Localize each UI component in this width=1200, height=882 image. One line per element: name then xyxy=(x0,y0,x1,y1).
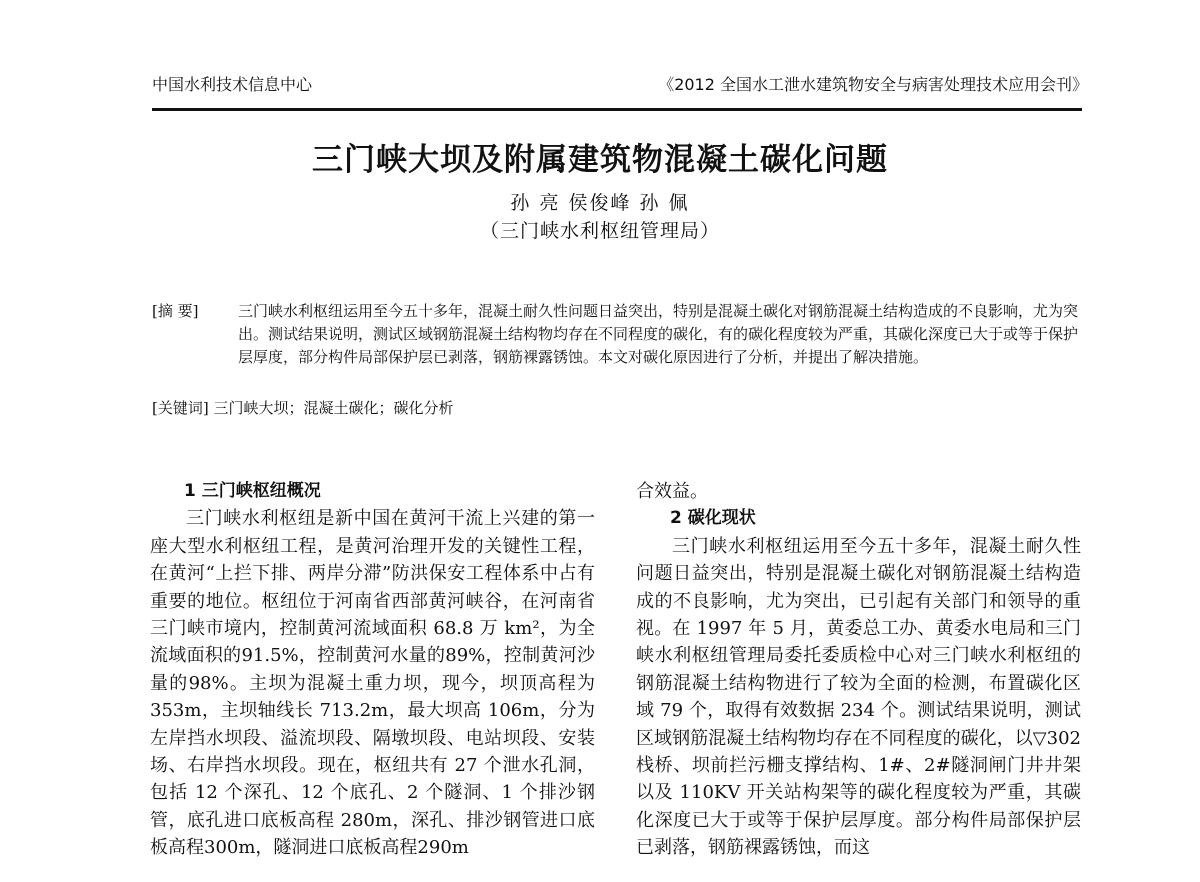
section-2-paragraph: 三门峡水利枢纽运用至今五十多年，混凝土耐久性问题日益突出，特别是混凝土碳化对钢筋混凝土结构造成的不良影响，尤为突出，已引起有关部门和领导的重视。在 1997 年 5 月，黄委总工办、黄委水电局和三门峡水利枢纽管理局委托委质检中心对三门峡水利枢纽的钢筋混凝土结构物进行了较为全面的检测，布置碳化区域 79 个，取得有效数据 234 个。测试结果说明，测试区域钢筋混凝土结构物均存在不同程度的碳化，以▽302 栈桥、坝前拦污栅支撑结构、1#、2#隧洞闸门井井架以及 110KV 开关站构架等的碳化程度较为严重，其碳化深度已大于或等于保护层厚度。部分构件局部保护层已剥落，钢筋裸露锈蚀，而这 xyxy=(636,535,1081,859)
left-column xyxy=(150,478,595,862)
header-left: 中国水利技术信息中心 xyxy=(152,75,313,94)
section-2-title: 2 碳化现状 xyxy=(670,508,756,529)
header-right: 《2012 全国水工泄水建筑物安全与病害处理技术应用会刊》 xyxy=(658,75,1088,94)
abstract xyxy=(152,300,1082,369)
keywords xyxy=(152,397,454,418)
paper-title: 三门峡大坝及附属建筑物混凝土碳化问题 xyxy=(312,142,888,178)
right-lead-text: 合效益。 xyxy=(636,481,708,502)
header-rule xyxy=(152,108,1082,111)
keywords-label: [关键词] xyxy=(152,399,209,417)
section-1-paragraph: 三门峡水利枢纽是新中国在黄河干流上兴建的第一座大型水利枢纽工程，是黄河治理开发的关键性工程，在黄河“上拦下排、两岸分滞”防洪保安工程体系中占有重要的地位。枢纽位于河南省西部黄河峡谷，在河南省三门峡市境内，控制黄河流域面积 68.8 万 km²，为全流域面积的91.5%，控制黄河水量的89%，控制黄河沙量的98%。主坝为混凝土重力坝，现今，坝顶高程为 353m，主坝轴线长 713.2m，最大坝高 106m，分为左岸挡水坝段、溢流坝段、隔墩坝段、电站坝段、安装场、右岸挡水坝段。现在，枢纽共有 27 个泄水孔洞，包括 12 个深孔、12 个底孔、2 个隧洞、1 个排沙钢管，底孔进口底板高程 280m，深孔、排沙钢管进口底板高程300m，隧洞进口底板高程290m xyxy=(150,508,595,859)
keywords-text: 三门峡大坝；混凝土碳化；碳化分析 xyxy=(213,399,454,417)
section-1-title: 1 三门峡枢纽概况 xyxy=(184,481,321,501)
authors: 孙 亮 侯俊峰 孙 佩 xyxy=(510,192,690,214)
affiliation: （三门峡水利枢纽管理局） xyxy=(479,220,720,242)
abstract-label: [摘 要] xyxy=(152,302,199,320)
abstract-text: 三门峡水利枢纽运用至今五十多年，混凝土耐久性问题日益突出，特别是混凝土碳化对钢筋混凝土结构造成的不良影响，尤为突出。测试结果说明，测试区域钢筋混凝土结构物均存在不同程度的碳化，有的碳化程度较为严重，其碳化深度已大于或等于保护层厚度，部分构件局部保护层已剥落，钢筋裸露锈蚀。本文对碳化原因进行了分析，并提出了解决措施。 xyxy=(238,302,1079,366)
right-column xyxy=(636,478,1081,862)
